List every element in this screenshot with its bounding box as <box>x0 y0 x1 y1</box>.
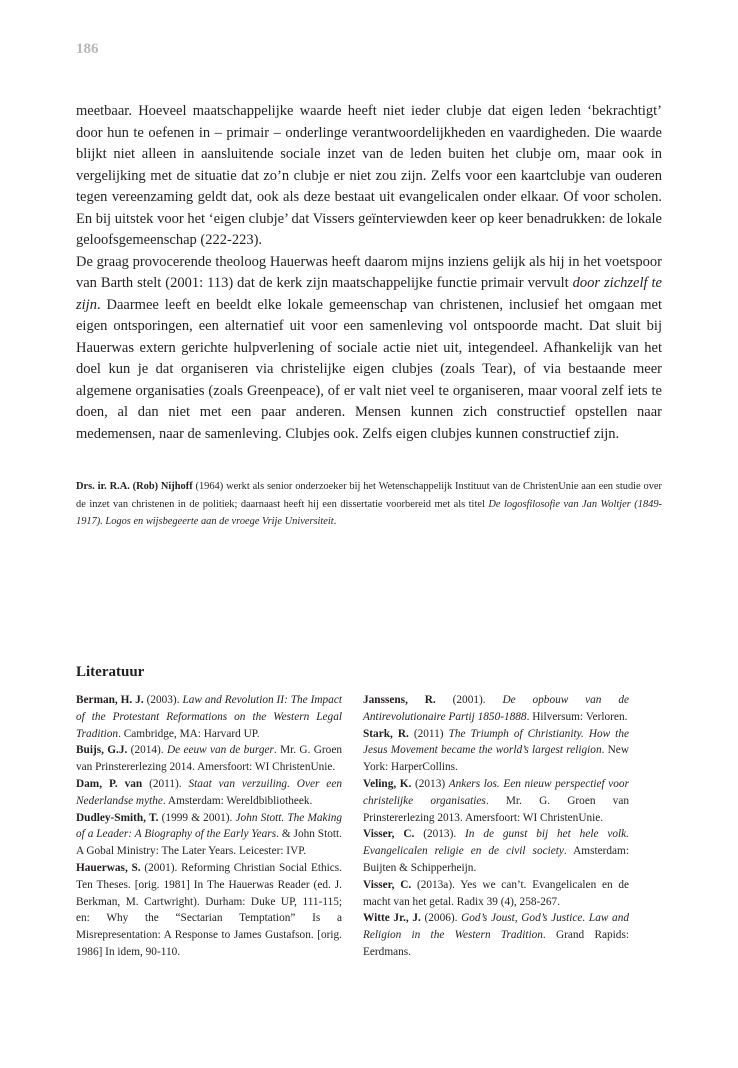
author-bio <box>76 478 662 531</box>
reference-rest: Yes we can’t. Evangelicalen en de macht van het getal. Radix 39 (4), 258-267. <box>363 878 630 908</box>
reference-initials: , P. van <box>99 777 143 790</box>
reference-year: (2013) <box>411 777 449 790</box>
reference-item <box>363 726 629 776</box>
reference-author: Visser <box>363 878 392 891</box>
reference-item <box>76 742 342 776</box>
reference-rest: . Mr. G. Groen van Prinstererlezing 2014. Amersfoort: WI ChristenUnie. <box>76 744 342 774</box>
reference-item <box>363 826 629 876</box>
paragraph-2 <box>76 252 662 446</box>
bio-end: . <box>333 516 337 527</box>
reference-title: Law and Revolution II: The Impact of the Protestant Reformations on the Western Legal Tradition <box>76 694 342 740</box>
reference-item <box>363 877 629 911</box>
reference-initials: , K. <box>393 777 412 790</box>
reference-title: Staat van verzuiling. Over een Nederlandse mythe <box>76 777 342 807</box>
reference-rest: . New York: HarperCollins. <box>363 744 629 774</box>
reference-initials: , T. <box>143 811 159 824</box>
reference-title: God’s Joust, God’s Justice. Law and Religion in the Western Tradition <box>363 912 630 942</box>
dissertation-title: De logosfilosofie van Jan Woltjer (1849-1917). Logos en wijsbegeerte aan de vroege Vrije Universiteit <box>76 498 662 527</box>
reference-author: Veling <box>363 777 394 790</box>
paragraph-1: meetbaar. Hoeveel maatschappelijke waarde heeft niet ieder clubje dat eigen leden ‘bekrachtigt’ door hun te oefenen in – primair – onderlinge verantwoordelijkheden en vaardigheden. Die waarde blijkt niet alleen in aansluitende sociale inzet van de leden buiten het clubje om, maar ook in vergelijking met de situatie dat zo’n clubje er niet zou zijn. Zelfs voor een kaartclubje van ouderen tegen vereenzaming geldt dat, ook als deze bestaat uit evangelicalen onder elkaar. Of voor scholen. En bij uitstek voor het ‘eigen clubje’ dat Vissers geïnterviewden keer op keer benadrukken: de lokale geloofsgemeenschap (222-223). <box>76 103 662 248</box>
reference-author: Janssens <box>363 694 406 706</box>
reference-item <box>363 910 629 960</box>
references-left-column <box>76 692 342 961</box>
reference-item <box>363 776 629 826</box>
reference-initials: , R. <box>405 694 436 706</box>
reference-title: Ankers los. Een nieuw perspectief voor christelijke organisaties <box>363 777 629 807</box>
reference-author: Hauerwas <box>76 861 125 874</box>
body-text <box>76 101 662 445</box>
reference-initials: , S. <box>124 861 141 874</box>
reference-rest: . Cambridge, MA: Harvard UP. <box>118 727 260 740</box>
references-right-column <box>363 692 629 961</box>
reference-year: (2011). <box>142 777 189 790</box>
page-number: 186 <box>76 41 99 57</box>
reference-item <box>363 692 629 726</box>
bio-text: (1964) werkt als senior onderzoeker bij het Wetenschappelijk Instituut van de ChristenUnie aan een studie over de inzet van christenen in de politiek; daarnaast heeft hij een dissertatie voorbereid met als titel <box>76 481 662 510</box>
reference-item <box>76 692 342 742</box>
reference-title: John Stott. The Making of a Leader: A Biography of the Early Years <box>76 811 343 841</box>
reference-rest: Reforming Christian Social Ethics. Ten Theses. [orig. 1981] In The Hauerwas Reader (ed. J. Berkman, M. Cartwright). Durham: Duke UP, 111-115; en: Why the “Sectarian Temptation” Is a Misrepresentation: A Response to James Gustafson. [orig. 1986] In idem, 90-110. <box>76 861 343 958</box>
reference-rest: . Amsterdam: Buijten & Schipperheijn. <box>363 845 629 874</box>
author-name: Drs. ir. R.A. (Rob) Nijhoff <box>76 481 193 492</box>
reference-item <box>76 860 342 961</box>
reference-initials: , C. <box>391 828 415 841</box>
reference-author: Dam <box>76 777 100 790</box>
reference-year: (2003). <box>143 694 183 706</box>
reference-initials: , G.J. <box>101 744 128 757</box>
reference-year: (2014). <box>127 744 167 757</box>
reference-author: Witte Jr. <box>363 912 406 925</box>
reference-item <box>76 776 342 810</box>
reference-title: In de gunst bij het hele volk. Evangelicalen religie en de civil society <box>363 828 629 858</box>
reference-author: Dudley-Smith <box>76 811 144 824</box>
reference-year: (2013a). <box>411 878 461 891</box>
reference-author: Berman <box>76 694 115 706</box>
reference-year: (2001). <box>435 694 503 706</box>
reference-title: De opbouw van de Antirevolutionaire Partij 1850-1888 <box>363 694 629 723</box>
reference-rest: . Amsterdam: Wereldbibliotheek. <box>162 794 313 807</box>
reference-rest: . Grand Rapids: Eerdmans. <box>363 929 629 958</box>
reference-rest: . Mr. G. Groen van Prinstererlezing 2013. Amersfoort: WI ChristenUnie. <box>363 794 629 824</box>
reference-author: Visser <box>363 828 392 841</box>
reference-year: (1999 & 2001). <box>158 811 236 824</box>
paragraph-2-italic: door zichzelf te zijn <box>76 275 662 313</box>
paragraph-2-start: De graag provocerende theoloog Hauerwas heeft daarom mijns inziens gelijk als hij in het voetspoor van Barth stelt (2001: 113) dat de kerk zijn maatschappelijke functie primair vervult <box>76 253 662 291</box>
reference-year: (2011) <box>408 727 449 740</box>
reference-rest: . Hilversum: Verloren. <box>526 710 628 723</box>
paragraph-2-end: . Daarmee leeft en beeldt elke lokale gemeenschap van christenen, inclusief het omgaan met eigen ontsporingen, een alternatief uit voor een samenleving vol ontspoorde macht. Dat sluit bij Hauerwas extern gerichte hulpverlening of sociale actie niet uit, integendeel. Afhankelijk van het doel kun je dat organiseren via christelijke eigen clubjes (zoals Tear), of via bestaande meer algemene organisaties (zoals Greenpeace), of er valt niet veel te organiseren, maar vooral zelf iets te doen, al dan niet met een paar anderen. Mensen kunnen zich constructief opstellen naar medemensen, naar de samenleving. Clubjes ook. Zelfs eigen clubjes kunnen constructief zijn. <box>76 296 662 442</box>
reference-title: De eeuw van de burger <box>166 744 274 757</box>
reference-year: (2001). <box>140 861 182 874</box>
literature-heading: Literatuur <box>76 664 145 680</box>
reference-author: Buijs <box>76 744 102 757</box>
reference-year: (2013). <box>414 828 466 841</box>
reference-rest: . & John Stott. A Gobal Ministry: The Later Years. Leicester: IVP. <box>76 828 342 858</box>
reference-initials: , H. J. <box>114 694 144 706</box>
reference-initials: , R. <box>390 727 409 740</box>
reference-initials: , C. <box>391 878 412 891</box>
reference-title: The Triumph of Christianity. How the Jesus Movement became the world’s largest religion <box>363 727 629 757</box>
reference-author: Stark <box>363 727 390 740</box>
reference-year: (2006). <box>420 912 462 925</box>
reference-item <box>76 810 342 860</box>
reference-initials: , J. <box>405 912 421 925</box>
